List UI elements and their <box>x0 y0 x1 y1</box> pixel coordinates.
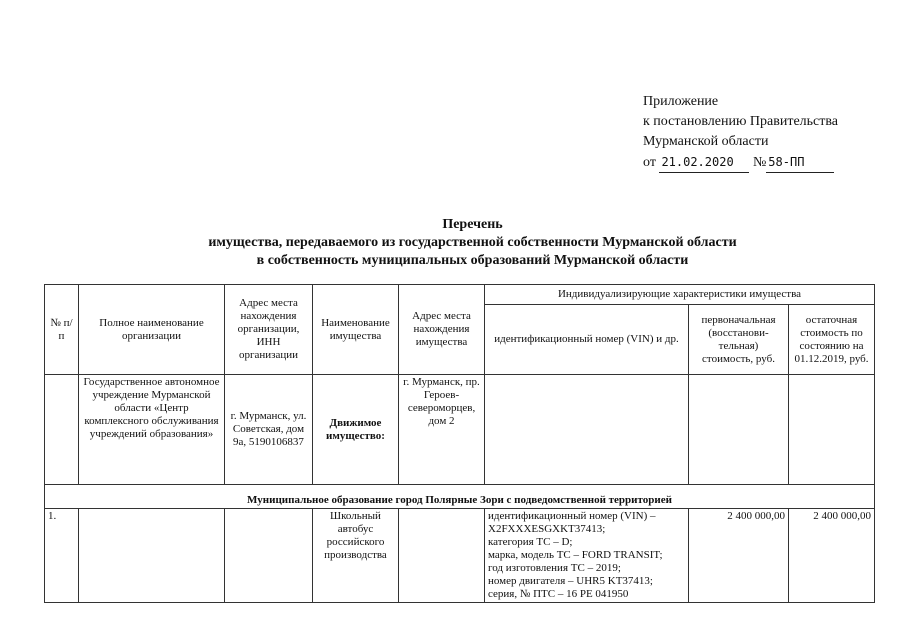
item-num: 1. <box>45 509 79 603</box>
appendix-block <box>643 92 838 173</box>
decree-date: 21.02.2020 <box>659 152 749 173</box>
item-org-name <box>79 509 225 603</box>
org-name-cell: Государственное автономное учреждение Мурманской области «Центр комплексного обслуживания учреждений образования» <box>79 375 225 485</box>
org-row <box>45 375 875 485</box>
header-residual-cost: остаточная стоимость по состоянию на 01.12.2019, руб. <box>789 305 875 375</box>
appendix-date-line <box>643 152 838 173</box>
section-title: Муниципальное образование город Полярные Зори с подведомственной территорией <box>45 485 875 509</box>
org-row-num <box>45 375 79 485</box>
document-title <box>150 216 795 270</box>
decree-number: 58-ПП <box>766 152 834 173</box>
header-num: № п/п <box>45 285 79 375</box>
item-org-address <box>225 509 313 603</box>
property-name-cell: Движимое имущество: <box>313 375 399 485</box>
header-property-address: Адрес места нахождения имущества <box>399 285 485 375</box>
header-vin: идентификационный номер (VIN) и др. <box>485 305 689 375</box>
property-table <box>44 284 875 603</box>
org-address-cell: г. Мурманск, ул. Советская, дом 9а, 5190106837 <box>225 375 313 485</box>
title-line-2: имущества, передаваемого из государственной собственности Мурманской области <box>208 235 737 250</box>
header-org-address: Адрес места нахождения организации, ИНН организации <box>225 285 313 375</box>
org-row-vin <box>485 375 689 485</box>
item-detail-line: номер двигателя – UHR5 KT37413; <box>488 575 653 587</box>
property-address-cell: г. Мурманск, пр. Героев-североморцев, дом 2 <box>399 375 485 485</box>
item-row <box>45 509 875 603</box>
number-prefix: № <box>752 155 767 170</box>
item-initial-cost: 2 400 000,00 <box>689 509 789 603</box>
appendix-line-3: Мурманской области <box>643 134 769 149</box>
title-line-1: Перечень <box>442 217 503 232</box>
header-org-name: Полное наименование организации <box>79 285 225 375</box>
item-detail-line: X2FXXXESGXKT37413; <box>488 523 606 535</box>
org-row-residual <box>789 375 875 485</box>
item-detail-line: серия, № ПТС – 16 РЕ 041950 <box>488 588 629 600</box>
title-line-3: в собственность муниципальных образований Мурманской области <box>256 253 689 268</box>
date-prefix: от <box>643 155 656 170</box>
item-address <box>399 509 485 603</box>
item-detail-line: категория ТС – D; <box>488 536 573 548</box>
appendix-line-1: Приложение <box>643 94 719 109</box>
item-details <box>485 509 689 603</box>
appendix-line-2: к постановлению Правительства <box>643 114 839 129</box>
item-detail-line: марка, модель ТС – FORD TRANSIT; <box>488 549 663 561</box>
header-property-name: Наименование имущества <box>313 285 399 375</box>
item-detail-line: год изготовления ТС – 2019; <box>488 562 621 574</box>
item-detail-line: идентификационный номер (VIN) – <box>488 510 656 522</box>
header-group: Индивидуализирующие характеристики имущества <box>485 285 875 305</box>
section-row <box>45 485 875 509</box>
org-row-initial <box>689 375 789 485</box>
header-initial-cost: первоначальная (восстанови-тельная) стоимость, руб. <box>689 305 789 375</box>
item-residual-cost: 2 400 000,00 <box>789 509 875 603</box>
item-name: Школьный автобус российского производства <box>313 509 399 603</box>
header-row-1 <box>45 285 875 305</box>
